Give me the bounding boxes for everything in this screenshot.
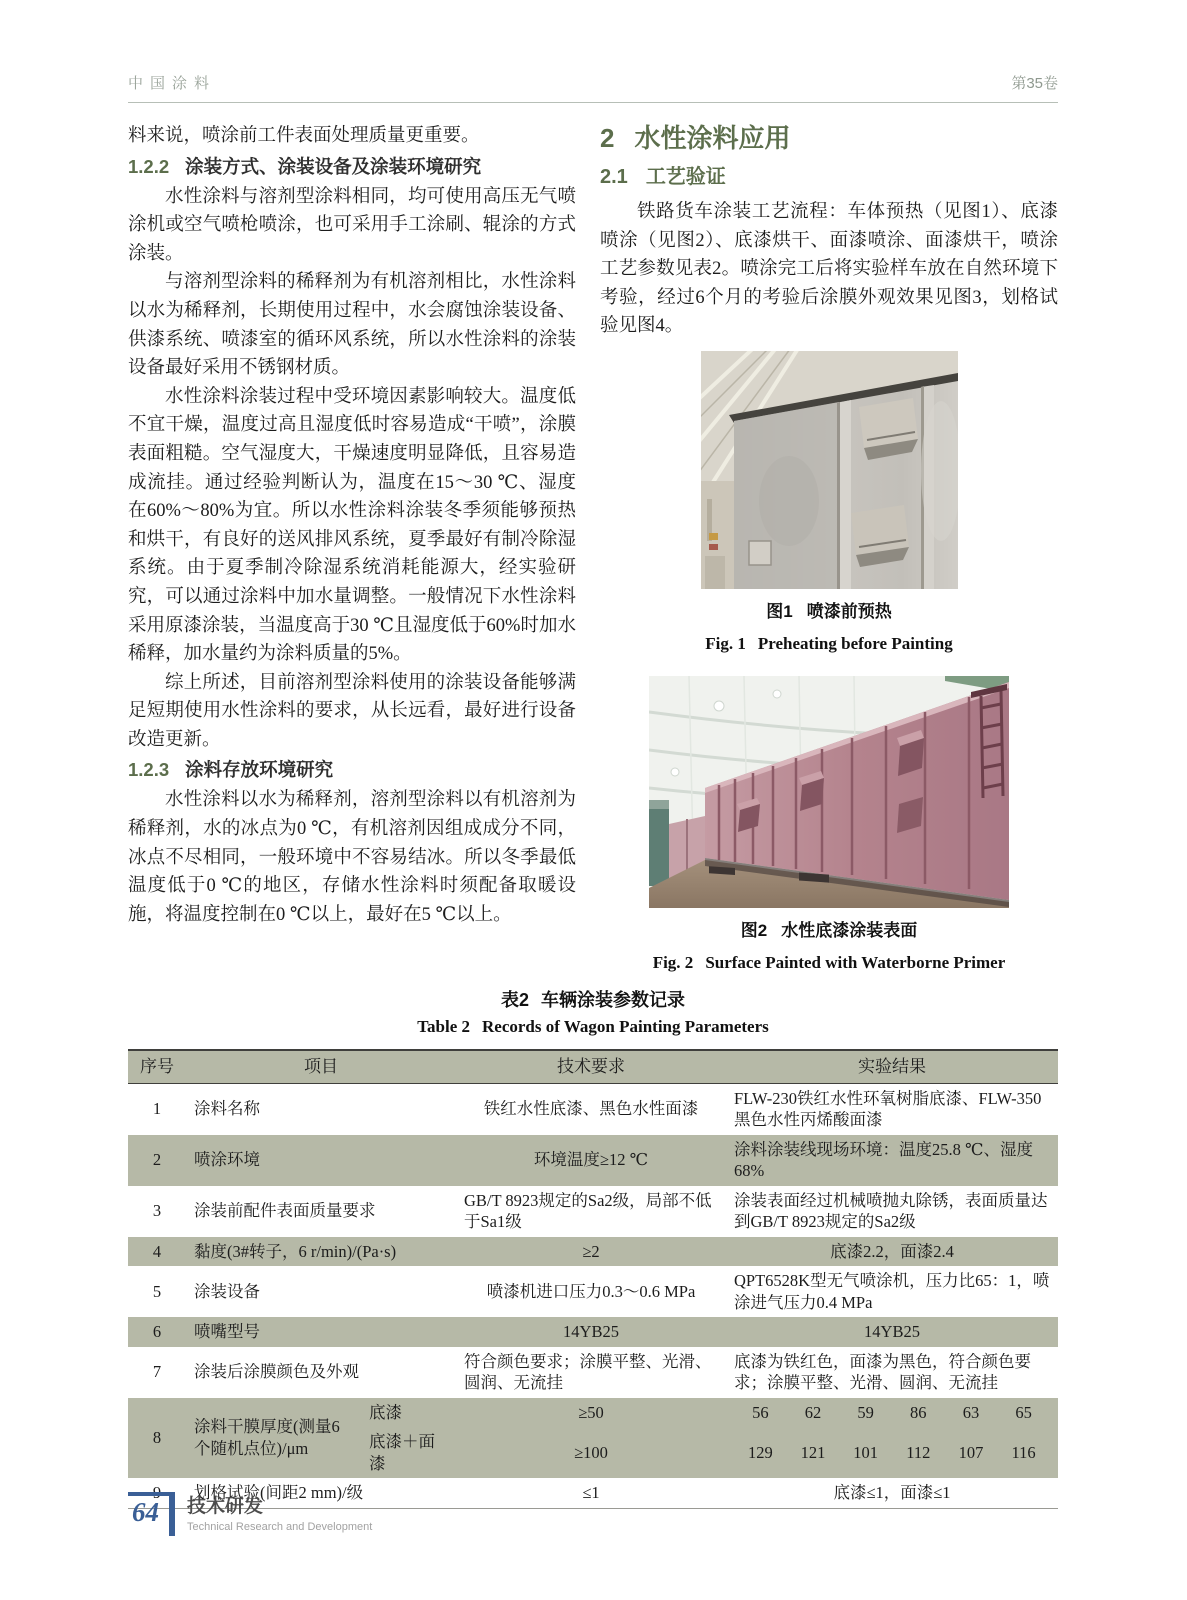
parameters-table [128,1049,1058,1509]
table-section [128,986,1058,1509]
paragraph-continuation: 料来说，喷涂前工件表面处理质量更重要。 [128,126,480,146]
section-title: 水性涂料应用 [634,123,791,153]
cell-item: 喷嘴型号 [186,1317,456,1347]
thickness-value: 112 [906,1442,931,1462]
section-number: 2 [600,123,615,153]
table-title-zh [128,986,1058,1012]
figure1-caption-zh-text: 喷漆前预热 [806,601,892,621]
cell-requirement: 环境温度≥12 ℃ [456,1135,726,1186]
section-title: 涂料存放环境研究 [185,759,334,781]
page-number-badge [128,1492,175,1536]
thickness-value: 65 [1015,1402,1032,1422]
thickness-value: 107 [958,1442,984,1462]
figure2-caption-zh [600,917,1058,946]
running-head [128,72,1058,103]
figure-1 [600,351,1058,658]
cell-item: 涂料名称 [194,1099,260,1119]
column-header-requirement: 技术要求 [456,1050,726,1083]
thickness-value: 121 [800,1442,826,1462]
cell-item: 涂装后涂膜颜色及外观 [194,1362,359,1382]
section-heading-1-2-3 [128,755,576,785]
footer-column-zh: 技术研发 [187,1496,264,1517]
figure2-photo [649,676,1009,908]
cell-requirement: ≥50 [456,1398,726,1428]
figure2-caption-zh-text: 水性底漆涂装表面 [781,921,918,941]
body-columns [128,122,1058,977]
column-header-item: 项目 [186,1050,456,1083]
paragraph: 水性涂料涂装过程中受环境因素影响较大。温度低不宜干燥，温度过高且湿度低时容易造成“干喷”，涂膜表面粗糙。空气湿度大，干燥速度明显降低，且容易造成流挂。通过经验判断认为，温度在15～30 ℃、湿度在60%～80%为宜。所以水性涂料涂装冬季须能够预热和烘干，有良好的送风排风系统，夏季最好有制冷除湿系统。由于夏季制冷除湿系统消耗能源大，经实验研究，可以通过涂料中加水量调整。一般情况下水性涂料采用原漆涂装，当温度高于30 ℃且湿度低于60%时加水稀释，加水量约为涂料质量的5%。 [128,386,576,665]
thickness-value: 86 [910,1402,927,1422]
figure2-caption-en-text: Surface Painted with Waterborne Primer [705,952,1006,972]
cell-result: 底漆≤1，面漆≤1 [833,1483,951,1502]
section-heading-2-1 [600,164,1058,190]
cell-result: 14YB25 [726,1317,1058,1347]
figure2-caption-en [600,949,1058,978]
right-column [600,122,1058,977]
table-row [128,1398,1058,1428]
cell-requirement: 符合颜色要求；涂膜平整、光滑、圆润、无流挂 [464,1351,712,1392]
table-row [128,1083,1058,1135]
cell-item: 涂料干膜厚度(测量6个随机点位)/μm [186,1398,361,1479]
table-title-zh-text: 车辆涂装参数记录 [541,990,685,1010]
cell-result: FLW-230铁红水性环氧树脂底漆、FLW-350黑色水性丙烯酸面漆 [734,1088,1042,1129]
cell-no: 9 [152,1483,162,1502]
cell-result: 底漆2.2，面漆2.4 [726,1237,1058,1267]
thickness-value: 101 [853,1442,879,1462]
figure-2 [600,676,1058,977]
figure1-label-en: Fig. 1 [705,633,746,653]
volume-label: 第35卷 [1011,75,1058,92]
cell-requirement: GB/T 8923规定的Sa2级，局部不低于Sa1级 [464,1190,712,1231]
figure1-caption-en-text: Preheating before Painting [757,633,953,653]
cell-no: 6 [128,1317,186,1347]
column-header-no: 序号 [128,1050,186,1083]
figure2-label-en: Fig. 2 [652,952,694,972]
cell-item: 涂装前配件表面质量要求 [194,1201,376,1221]
cell-no: 4 [128,1237,186,1267]
thickness-value: 59 [857,1402,874,1422]
table-header-row [128,1050,1058,1083]
figure1-label-zh: 图1 [766,601,793,621]
column-header-result: 实验结果 [726,1050,1058,1083]
cell-requirement: 喷漆机进口压力0.3～0.6 MPa [486,1281,696,1301]
section-number: 1.2.3 [128,759,170,781]
table-row [128,1135,1058,1186]
table-row [128,1186,1058,1237]
thickness-value: 63 [962,1402,980,1422]
cell-result-values [726,1427,1058,1478]
thickness-value: 129 [747,1442,773,1462]
paragraph: 铁路货车涂装工艺流程：车体预热（见图1）、底漆喷涂（见图2）、底漆烘干、面漆喷涂、面漆烘干，喷涂工艺参数见表2。喷涂完工后将实验样车放在自然环境下考验，经过6个月的考验后涂膜外观效果见图3，划格试验见图4。 [600,202,1058,337]
journal-name: 中国涂料 [128,75,217,92]
cell-item: 黏度(3#转子，6 r/min)/(Pa·s) [186,1237,456,1267]
cell-sub-item: 底漆＋面漆 [361,1427,456,1478]
page-footer [128,1492,372,1536]
cell-requirement: 14YB25 [456,1317,726,1347]
table-title-en-text: Records of Wagon Painting Parameters [482,1017,769,1036]
cell-no: 2 [128,1135,186,1186]
section-number: 1.2.2 [128,155,170,177]
cell-requirement: 铁红水性底漆、黑色水性面漆 [483,1099,699,1119]
cell-item: 涂装设备 [194,1281,260,1301]
thickness-value: 116 [1011,1442,1036,1462]
cell-no: 3 [152,1201,162,1221]
cell-result: QPT6528K型无气喷涂机，压力比65：1，喷涂进气压力0.4 MPa [734,1271,1050,1312]
figure1-caption-en [600,630,1058,659]
figure1-photo [701,351,958,589]
paragraph: 水性涂料以水为稀释剂，溶剂型涂料以有机溶剂为稀释剂，水的冰点为0 ℃，有机溶剂因组成成分不同，冰点不尽相同，一般环境中不容易结冰。所以冬季最低温度低于0 ℃的地区，存储水性涂料时须配备取暖设施，将温度控制在0 ℃以上，最好在5 ℃以上。 [128,790,576,925]
thickness-value: 56 [752,1402,769,1422]
cell-sub-item: 底漆 [361,1398,456,1428]
cell-requirement: ≥100 [456,1427,726,1478]
table-row [128,1347,1058,1398]
cell-requirement: ≥2 [456,1237,726,1267]
footer-column-titles [187,1492,372,1533]
footer-column-en: Technical Research and Development [187,1521,373,1533]
page-number: 64 [132,1497,159,1527]
table-label-zh: 表2 [500,990,529,1010]
paragraph: 水性涂料与溶剂型涂料相同，均可使用高压无气喷涂机或空气喷枪喷涂，也可采用手工涂刷、辊涂的方式涂装。 [128,186,576,264]
cell-no: 1 [152,1099,162,1119]
cell-result: 涂装表面经过机械喷抛丸除锈，表面质量达到GB/T 8923规定的Sa2级 [734,1190,1048,1231]
cell-item: 划格试验(间距2 mm)/级 [194,1483,364,1502]
section-number: 2.1 [600,166,628,188]
cell-result-values [726,1398,1058,1428]
section-heading-2 [600,122,1058,154]
cell-requirement: ≤1 [582,1483,600,1502]
table-title-en [128,1017,1058,1037]
table-row [128,1237,1058,1267]
paragraph: 综上所述，目前溶剂型涂料使用的涂装设备能够满足短期使用水性涂料的要求，从长远看，最好进行设备改造更新。 [128,672,576,750]
cell-no: 7 [152,1362,162,1382]
figure2-label-zh: 图2 [740,921,768,941]
paragraph: 与溶剂型涂料的稀释剂为有机溶剂相比，水性涂料以水为稀释剂，长期使用过程中，水会腐蚀涂装设备、供漆系统、喷漆室的循环风系统，所以水性涂料的涂装设备最好采用不锈钢材质。 [128,272,576,379]
left-column [128,122,576,977]
section-title: 涂装方式、涂装设备及涂装环境研究 [185,155,482,177]
table-row [128,1266,1058,1317]
cell-no: 8 [128,1398,186,1479]
section-title: 工艺验证 [645,166,726,188]
table-row [128,1317,1058,1347]
section-heading-1-2-2 [128,152,576,182]
cell-result: 底漆为铁红色，面漆为黑色，符合颜色要求；涂膜平整、光滑、圆润、无流挂 [734,1351,1031,1392]
thickness-value: 62 [804,1402,822,1422]
cell-no: 5 [152,1281,162,1301]
cell-result: 涂料涂装线现场环境：温度25.8 ℃、湿度68% [726,1135,1058,1186]
figure1-caption-zh [600,598,1058,627]
cell-item: 喷涂环境 [186,1135,456,1186]
table-label-en: Table 2 [417,1017,470,1036]
